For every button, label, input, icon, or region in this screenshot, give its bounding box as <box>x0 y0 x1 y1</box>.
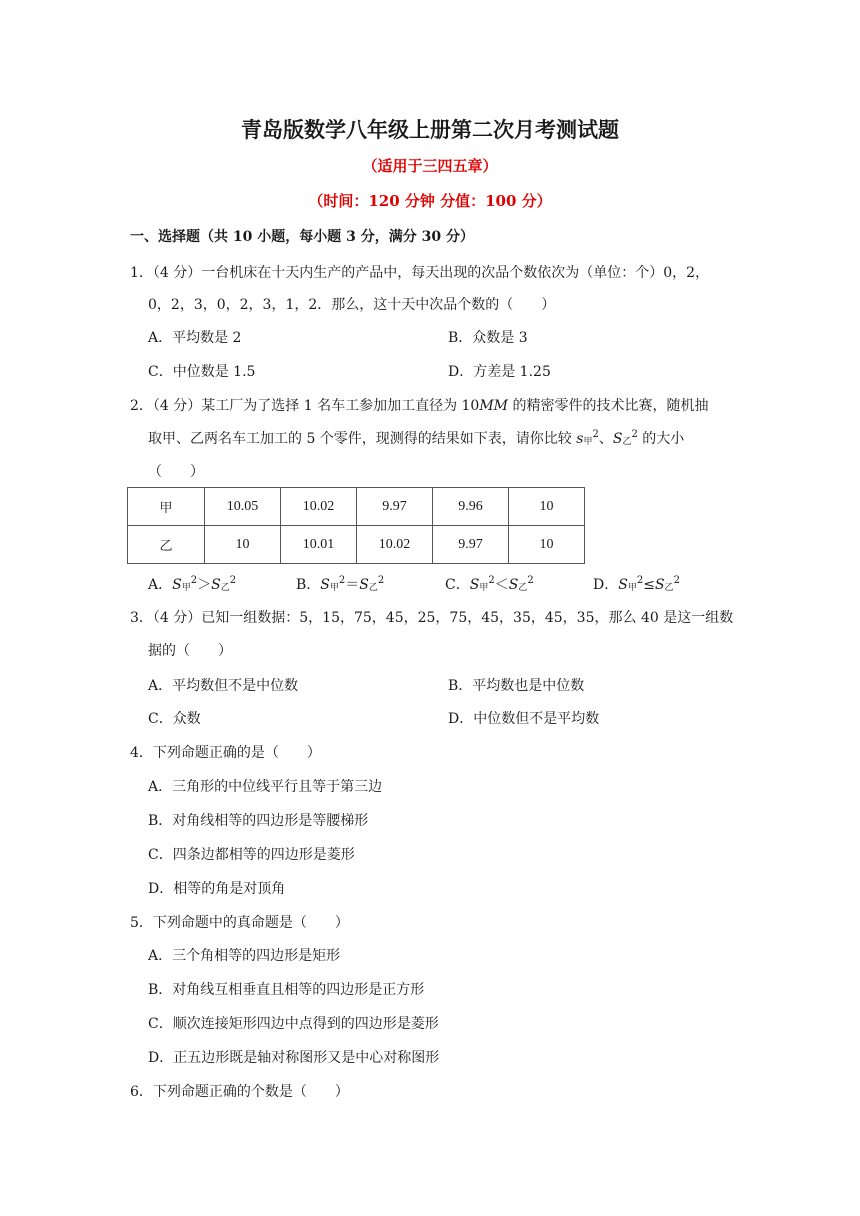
q3-option-a: A．平均数但不是中位数 <box>148 678 299 694</box>
table-cell: 9.96 <box>433 488 509 526</box>
section-heading: 一、选择题（共 10 小题，每小题 3 分，满分 30 分） <box>130 229 474 245</box>
table-cell: 10.01 <box>281 526 357 564</box>
q1-option-b: B．众数是 3 <box>448 330 528 346</box>
table-row <box>128 488 585 526</box>
table-cell: 10 <box>509 488 585 526</box>
q5-option-d: D．正五边形既是轴对称图形又是中心对称图形 <box>148 1050 440 1066</box>
q2-option-a: A．$S_甲^2>S_乙^2$ <box>148 575 237 593</box>
table-cell: 10.02 <box>357 526 433 564</box>
page-title: 青岛版数学八年级上册第二次月考测试题 <box>241 117 619 142</box>
table-cell: 10 <box>509 526 585 564</box>
q5-option-c: C．顺次连接矩形四边中点得到的四边形是菱形 <box>148 1016 439 1032</box>
table-row <box>128 526 585 564</box>
q4-option-d: D．相等的角是对顶角 <box>148 881 286 897</box>
measurement-table <box>127 487 585 564</box>
table-cell: 9.97 <box>433 526 509 564</box>
q3-option-d: D．中位数但不是平均数 <box>448 711 600 727</box>
q6-stem: 6．下列命题正确的个数是（ ） <box>130 1084 349 1100</box>
q4-option-a: A．三角形的中位线平行且等于第三边 <box>148 779 383 795</box>
q4-option-b: B．对角线相等的四边形是等腰梯形 <box>148 813 369 829</box>
q5-option-b: B．对角线互相垂直且相等的四边形是正方形 <box>148 982 425 998</box>
q1-option-d: D．方差是 1.25 <box>448 364 551 380</box>
table-cell: 10.05 <box>205 488 281 526</box>
time-and-score: （时间：120 分钟 分值：100 分） <box>308 192 552 210</box>
table-row-label: 乙 <box>128 526 205 564</box>
table-cell: 9.97 <box>357 488 433 526</box>
q5-stem: 5．下列命题中的真命题是（ ） <box>130 915 349 931</box>
q3-stem-line1: 3．（4 分）已知一组数据：5，15，75，45，25，75，45，35，45，35，那么 40 是这一组数 <box>130 610 734 626</box>
q4-stem: 4．下列命题正确的是（ ） <box>130 745 321 761</box>
table-row-label: 甲 <box>128 488 205 526</box>
q1-stem-line1: 1．（4 分）一台机床在十天内生产的产品中，每天出现的次品个数依次为（单位：个）0，2， <box>130 265 710 281</box>
q2-stem-line1: 2．（4 分）某工厂为了选择 1 名车工参加加工直径为 10MM 的精密零件的技术比赛，随机抽 <box>130 398 709 414</box>
q2-stem-line3: （ ） <box>148 464 204 480</box>
table-cell: 10 <box>205 526 281 564</box>
q3-option-c: C．众数 <box>148 711 201 727</box>
q2-stem-line2: 取甲、乙两名车工加工的 5 个零件，现测得的结果如下表，请你比较 $s_甲^2$、$S_乙^2$ 的大小 <box>148 429 685 447</box>
q3-stem-line2: 据的（ ） <box>148 643 232 659</box>
q2-option-b: B．$S_甲^2=S_乙^2$ <box>296 575 385 593</box>
q1-stem-line2: 0，2，3，0，2，3，1，2．那么，这十天中次品个数的（ ） <box>148 297 556 313</box>
applicable-chapters: （适用于三四五章） <box>362 157 498 175</box>
q5-option-a: A．三个角相等的四边形是矩形 <box>148 948 341 964</box>
q3-option-b: B．平均数也是中位数 <box>448 678 585 694</box>
q2-option-d: D．$S_甲^2\le S_乙^2$ <box>593 575 680 593</box>
q4-option-c: C．四条边都相等的四边形是菱形 <box>148 847 355 863</box>
q2-option-c: C．$S_甲^2<S_乙^2$ <box>445 575 534 593</box>
table-cell: 10.02 <box>281 488 357 526</box>
q1-option-a: A．平均数是 2 <box>148 330 242 346</box>
q1-option-c: C．中位数是 1.5 <box>148 364 256 380</box>
